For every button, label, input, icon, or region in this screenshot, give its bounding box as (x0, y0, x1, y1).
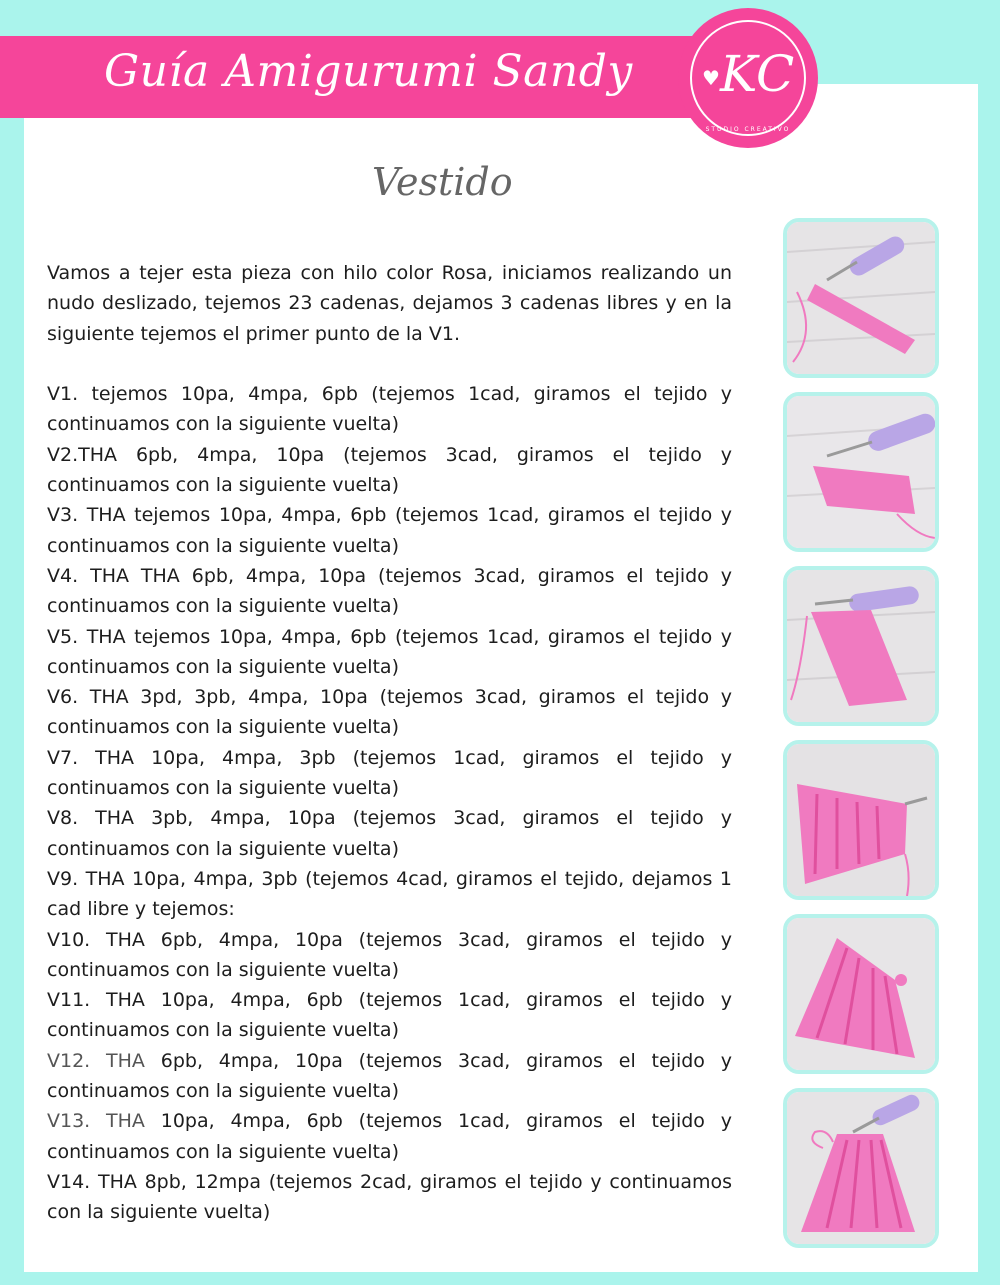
step-photo-6 (783, 1088, 939, 1248)
row-text: THA 10pa, 4mpa, 3pb (tejemos 1cad, giramos el tejido y continuamos con la siguiente vuelta) (47, 746, 732, 800)
row-text: THA THA 6pb, 4mpa, 10pa (tejemos 3cad, giramos el tejido y continuamos con la siguiente vuelta) (47, 564, 732, 618)
row-label: V1. (47, 383, 79, 406)
row-text: THA 10pa, 4mpa, 6pb (tejemos 1cad, giramos el tejido y continuamos con la siguiente vuelta) (47, 989, 732, 1042)
pattern-row (47, 985, 732, 1046)
pattern-text (47, 258, 732, 1228)
intro-paragraph: Vamos a tejer esta pieza con hilo color Rosa, iniciamos realizando un nudo deslizado, tejemos 23 cadenas, dejamos 3 cadenas libres y en la siguiente tejemos el primer punto de la V1. (47, 262, 732, 345)
pattern-row (47, 803, 732, 864)
step-photo-2 (783, 392, 939, 552)
row-text: THA 3pd, 3pb, 4mpa, 10pa (tejemos 3cad, giramos el tejido y continuamos con la siguiente vuelta) (47, 686, 732, 739)
pattern-row (47, 1167, 732, 1228)
heart-icon: ♥ (702, 66, 720, 90)
row-label: V12. THA (47, 1049, 145, 1072)
row-label: V3. (47, 504, 79, 527)
row-label: V14. (47, 1170, 91, 1193)
row-label: V6. (47, 686, 79, 709)
row-label: V11. (47, 989, 91, 1012)
step-photo-1 (783, 218, 939, 378)
pattern-row (47, 925, 732, 986)
row-label: V13. THA (47, 1110, 145, 1133)
photo-column (783, 218, 939, 1262)
pattern-row (47, 743, 732, 804)
row-text: THA tejemos 10pa, 4mpa, 6pb (tejemos 1cad, giramos el tejido y continuamos con la siguiente vuelta) (47, 504, 732, 557)
pattern-row (47, 682, 732, 743)
pattern-row (47, 379, 732, 440)
row-label: V2. (47, 443, 79, 466)
row-label: V4. (47, 564, 79, 587)
rows-list (47, 379, 732, 1227)
row-text: THA 6pb, 4mpa, 10pa (tejemos 3cad, giramos el tejido y continuamos con la siguiente vuelta) (47, 443, 732, 497)
row-label: V10. (47, 928, 91, 951)
pattern-row (47, 864, 732, 925)
row-label: V5. (47, 625, 79, 648)
step-photo-4 (783, 740, 939, 900)
row-text: THA tejemos 10pa, 4mpa, 6pb (tejemos 1cad, giramos el tejido y continuamos con la siguiente vuelta) (47, 625, 732, 678)
pattern-row (47, 440, 732, 501)
row-text: tejemos 10pa, 4mpa, 6pb (tejemos 1cad, giramos el tejido y continuamos con la siguiente vuelta) (47, 383, 732, 436)
step-photo-3 (783, 566, 939, 726)
row-label: V8. (47, 807, 79, 830)
row-label: V9. (47, 867, 79, 890)
logo-subtitle: STUDIO CREATIVO (705, 126, 791, 133)
brand-logo (678, 8, 818, 148)
section-title: Vestido (372, 160, 513, 204)
row-text: 6pb, 4mpa, 10pa (tejemos 3cad, giramos el tejido y continuamos con la siguiente vuelta) (47, 1049, 732, 1103)
row-text: 10pa, 4mpa, 6pb (tejemos 1cad, giramos el tejido y continuamos con la siguiente vuelta) (47, 1110, 732, 1163)
pattern-row (47, 500, 732, 561)
row-label: V7. (47, 746, 79, 769)
guide-title: Guía Amigurumi Sandy (104, 46, 633, 97)
logo-letters: KC (720, 45, 795, 103)
row-text: THA 10pa, 4mpa, 3pb (tejemos 4cad, giramos el tejido, dejamos 1 cad libre y tejemos: (47, 867, 732, 921)
step-photo-5 (783, 914, 939, 1074)
row-text: THA 8pb, 12mpa (tejemos 2cad, giramos el tejido y continuamos con la siguiente vuelta) (47, 1170, 732, 1224)
row-text: THA 3pb, 4mpa, 10pa (tejemos 3cad, giramos el tejido y continuamos con la siguiente vuelta) (47, 807, 732, 860)
pattern-row (47, 1046, 732, 1107)
pattern-row (47, 622, 732, 683)
pattern-row (47, 561, 732, 622)
row-text: THA 6pb, 4mpa, 10pa (tejemos 3cad, giramos el tejido y continuamos con la siguiente vuelta) (47, 928, 732, 981)
pattern-row (47, 1106, 732, 1167)
